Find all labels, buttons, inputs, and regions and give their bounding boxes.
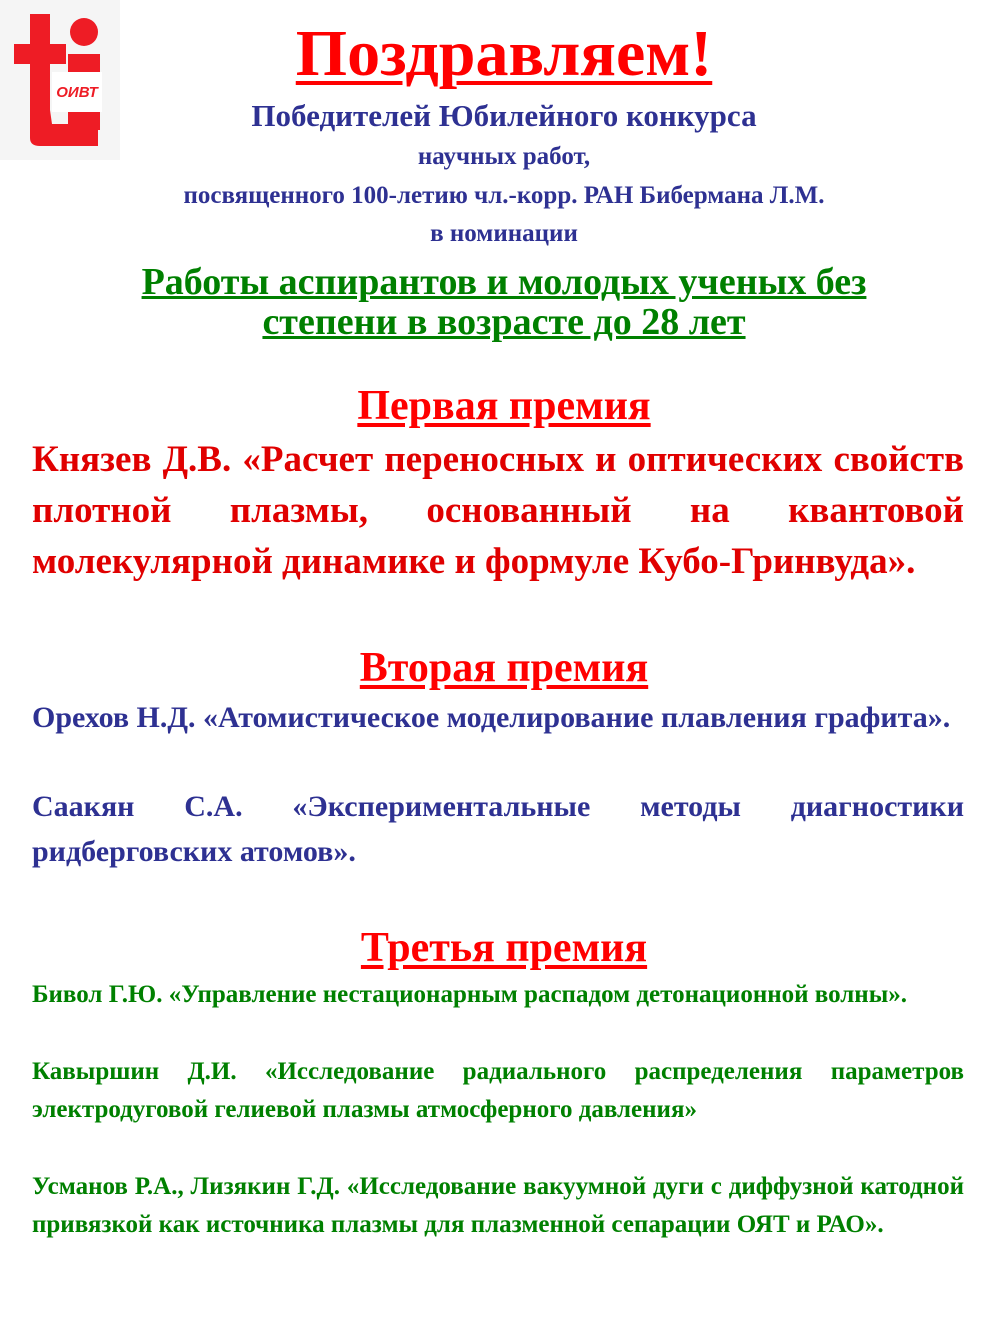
third-prize-entry-3: Усманов Р.А., Лизякин Г.Д. «Исследование вакуумной дуги с диффузной катодной привязкой как источника плазмы для плазменной сепарации ОЯТ и РАО». [32,1173,964,1238]
second-prize-heading: Вторая премия [359,645,649,691]
second-prize-entry-2: Саакян С.А. «Экспериментальные методы диагностики ридберговских атомов». [32,790,964,868]
third-prize-entry-1: Бивол Г.Ю. «Управление нестационарным распадом детонационной волны». [32,981,907,1008]
third-prize-heading: Третья премия [360,925,648,971]
page-title: Поздравляем! [295,17,713,90]
logo-letters: ОИВТ [56,84,98,101]
header-line-2: научных работ, [417,143,591,170]
third-prize-entry-2: Кавыршин Д.И. «Исследование радиального распределения параметров электродуговой гелиевой плазмы атмосферного давления» [32,1058,964,1123]
first-prize-heading: Первая премия [357,383,651,429]
header-line-4: в номинации [430,220,578,247]
second-prize-entry-1: Орехов Н.Д. «Атомистическое моделирование плавления графита». [32,701,951,734]
header-line-1: Победителей Юбилейного конкурса [251,98,757,133]
nomination-title: Работы аспирантов и молодых ученых без степени в возрасте до 28 лет [141,261,867,343]
first-prize-entry: Князев Д.В. «Расчет переносных и оптических свойств плотной плазмы, основанный на квантовой молекулярной динамике и формуле Кубо-Гринвуда». [32,439,964,582]
header-line-3: посвященного 100-летию чл.-корр. РАН Бибермана Л.М. [183,182,825,209]
